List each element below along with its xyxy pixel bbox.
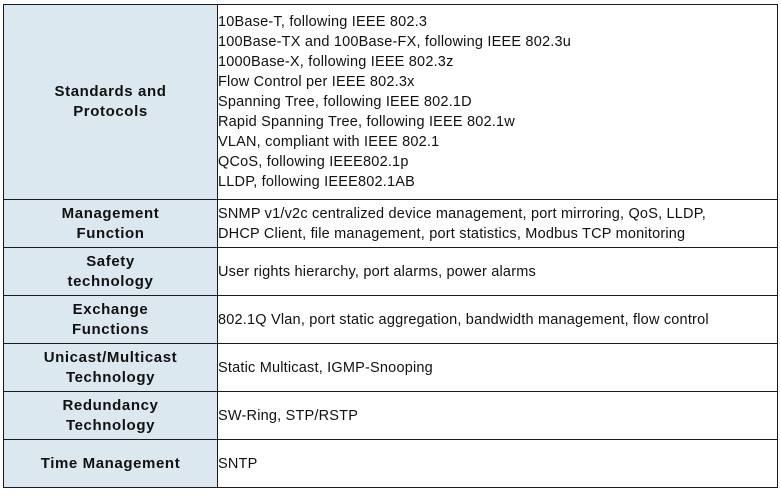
value-line: Rapid Spanning Tree, following IEEE 802.1w <box>218 114 515 130</box>
value-line: Static Multicast, IGMP-Snooping <box>218 359 433 376</box>
value-line: DHCP Client, file management, port statistics, Modbus TCP monitoring <box>218 225 686 242</box>
row-label-unicast-multicast-technology <box>4 344 218 392</box>
table-row-safety-technology <box>4 248 778 296</box>
row-value-management-function <box>218 200 778 248</box>
value-line: SNTP <box>218 455 258 472</box>
value-line: User rights hierarchy, port alarms, power alarms <box>218 263 536 280</box>
row-value-exchange-functions <box>218 296 778 344</box>
row-label-line: Unicast/Multicast <box>43 348 178 366</box>
row-label-line: Functions <box>71 320 150 338</box>
row-label-redundancy-technology <box>4 392 218 440</box>
row-label-line: Technology <box>65 416 156 434</box>
row-label-time-management <box>4 440 218 488</box>
row-value-safety-technology <box>218 248 778 296</box>
row-value-time-management <box>218 440 778 488</box>
row-label-line: Standards and <box>54 83 167 100</box>
row-label-safety-technology <box>4 248 218 296</box>
value-line: VLAN, compliant with IEEE 802.1 <box>218 134 440 150</box>
table-row-management-function <box>4 200 778 248</box>
row-label-line: Time Management <box>40 454 181 472</box>
table-row-exchange-functions <box>4 296 778 344</box>
row-label-line: Function <box>76 224 145 242</box>
row-label-line: Management <box>61 204 160 222</box>
value-line: Flow Control per IEEE 802.3x <box>218 74 415 90</box>
table-row-standards-and-protocols <box>4 5 778 200</box>
value-line: 100Base-TX and 100Base-FX, following IEEE 802.3u <box>218 34 571 50</box>
table-row-time-management <box>4 440 778 488</box>
row-label-standards-and-protocols <box>4 5 218 200</box>
value-line: SNMP v1/v2c centralized device management, port mirroring, QoS, LLDP, <box>218 205 706 222</box>
value-line: 1000Base-X, following IEEE 802.3z <box>218 54 454 70</box>
row-value-standards-and-protocols <box>218 5 778 200</box>
row-label-management-function <box>4 200 218 248</box>
row-label-exchange-functions <box>4 296 218 344</box>
row-label-line: Technology <box>65 368 156 386</box>
row-label-line: Redundancy <box>62 396 159 414</box>
table-row-unicast-multicast-technology <box>4 344 778 392</box>
value-line: QCoS, following IEEE802.1p <box>218 154 409 170</box>
row-label-line: Protocols <box>73 103 148 120</box>
value-line: LLDP, following IEEE802.1AB <box>218 174 415 190</box>
table-row-redundancy-technology <box>4 392 778 440</box>
value-line: Spanning Tree, following IEEE 802.1D <box>218 94 472 110</box>
row-label-line: Exchange <box>72 300 149 318</box>
row-value-redundancy-technology <box>218 392 778 440</box>
spec-table <box>3 4 778 488</box>
row-label-line: technology <box>67 272 154 290</box>
row-label-line: Safety <box>86 252 135 270</box>
row-value-unicast-multicast-technology <box>218 344 778 392</box>
value-line: SW-Ring, STP/RSTP <box>218 407 359 424</box>
value-line: 802.1Q Vlan, port static aggregation, bandwidth management, flow control <box>218 311 709 328</box>
value-line: 10Base-T, following IEEE 802.3 <box>218 14 428 30</box>
